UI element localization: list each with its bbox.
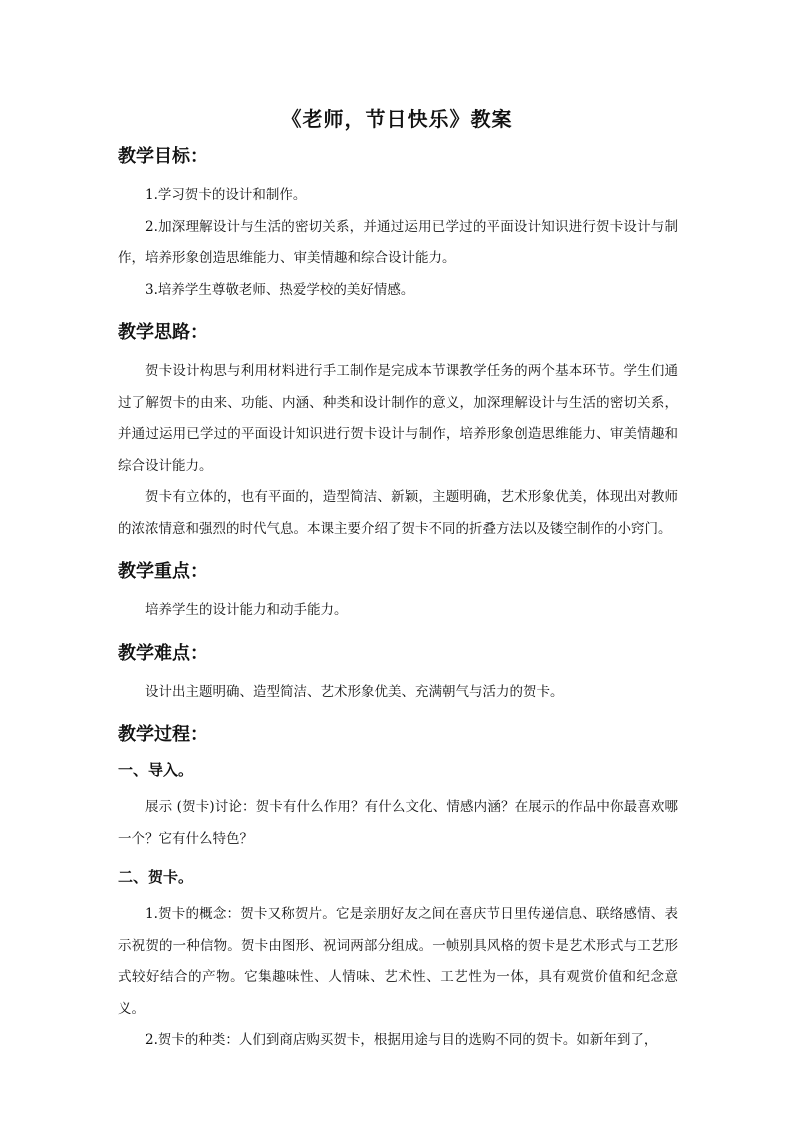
process-part1-text: 展示 (贺卡)讨论：贺卡有什么作用？有什么文化、情感内涵？在展示的作品中你最喜欢哪一个？它有什么特色？	[118, 799, 678, 847]
key-points-heading: 教学重点：	[118, 561, 208, 582]
document-body	[118, 144, 678, 1057]
process-part2-item-1: 1.贺卡的概念：贺卡又称贺片。它是亲朋好友之间在喜庆节日里传递信息、联络感情、表示祝贺的一种信物。贺卡由图形、祝词两部分组成。一帧别具风格的贺卡是艺术形式与工艺形式较好结合的产物。它集趣味性、人情味、艺术性、工艺性为一体，具有观赏价值和纪念意义。	[118, 906, 678, 1017]
goal-item-1: 1.学习贺卡的设计和制作。	[145, 187, 307, 203]
document-title: 《老师，节日快乐》教案	[281, 107, 513, 131]
approach-paragraph-1: 贺卡设计构思与利用材料进行手工制作是完成本节课教学任务的两个基本环节。学生们通过了解贺卡的由来、功能、内涵、种类和设计制作的意义，加深理解设计与生活的密切关系，并通过运用已学过的平面设计知识进行贺卡设计与制作，培养形象创造思维能力、审美情趣和综合设计能力。	[118, 363, 678, 474]
process-part2-heading: 二、贺卡。	[118, 868, 194, 886]
process-part2-item-2: 2.贺卡的种类：人们到商店购买贺卡，根据用途与目的选购不同的贺卡。如新年到了，	[145, 1032, 658, 1048]
approach-paragraph-2: 贺卡有立体的，也有平面的，造型简洁、新颖，主题明确，艺术形象优美，体现出对教师的浓浓情意和强烈的时代气息。本课主要介绍了贺卡不同的折叠方法以及镂空制作的小窍门。	[118, 489, 678, 537]
difficulties-heading: 教学难点：	[118, 642, 208, 664]
key-points-text: 培养学生的设计能力和动手能力。	[145, 602, 348, 618]
goal-item-2: 2.加深理解设计与生活的密切关系，并通过运用已学过的平面设计知识进行贺卡设计与制作，培养形象创造思维能力、审美情趣和综合设计能力。	[118, 218, 678, 266]
goals-heading: 教学目标：	[118, 146, 208, 167]
process-heading: 教学过程：	[118, 724, 208, 745]
difficulties-text: 设计出主题明确、造型简洁、艺术形象优美、充满朝气与活力的贺卡。	[145, 683, 564, 700]
process-part1-heading: 一、导入。	[118, 761, 194, 779]
approach-heading: 教学思路：	[118, 322, 208, 343]
goal-item-3: 3.培养学生尊敬老师、热爱学校的美好情感。	[145, 281, 415, 298]
